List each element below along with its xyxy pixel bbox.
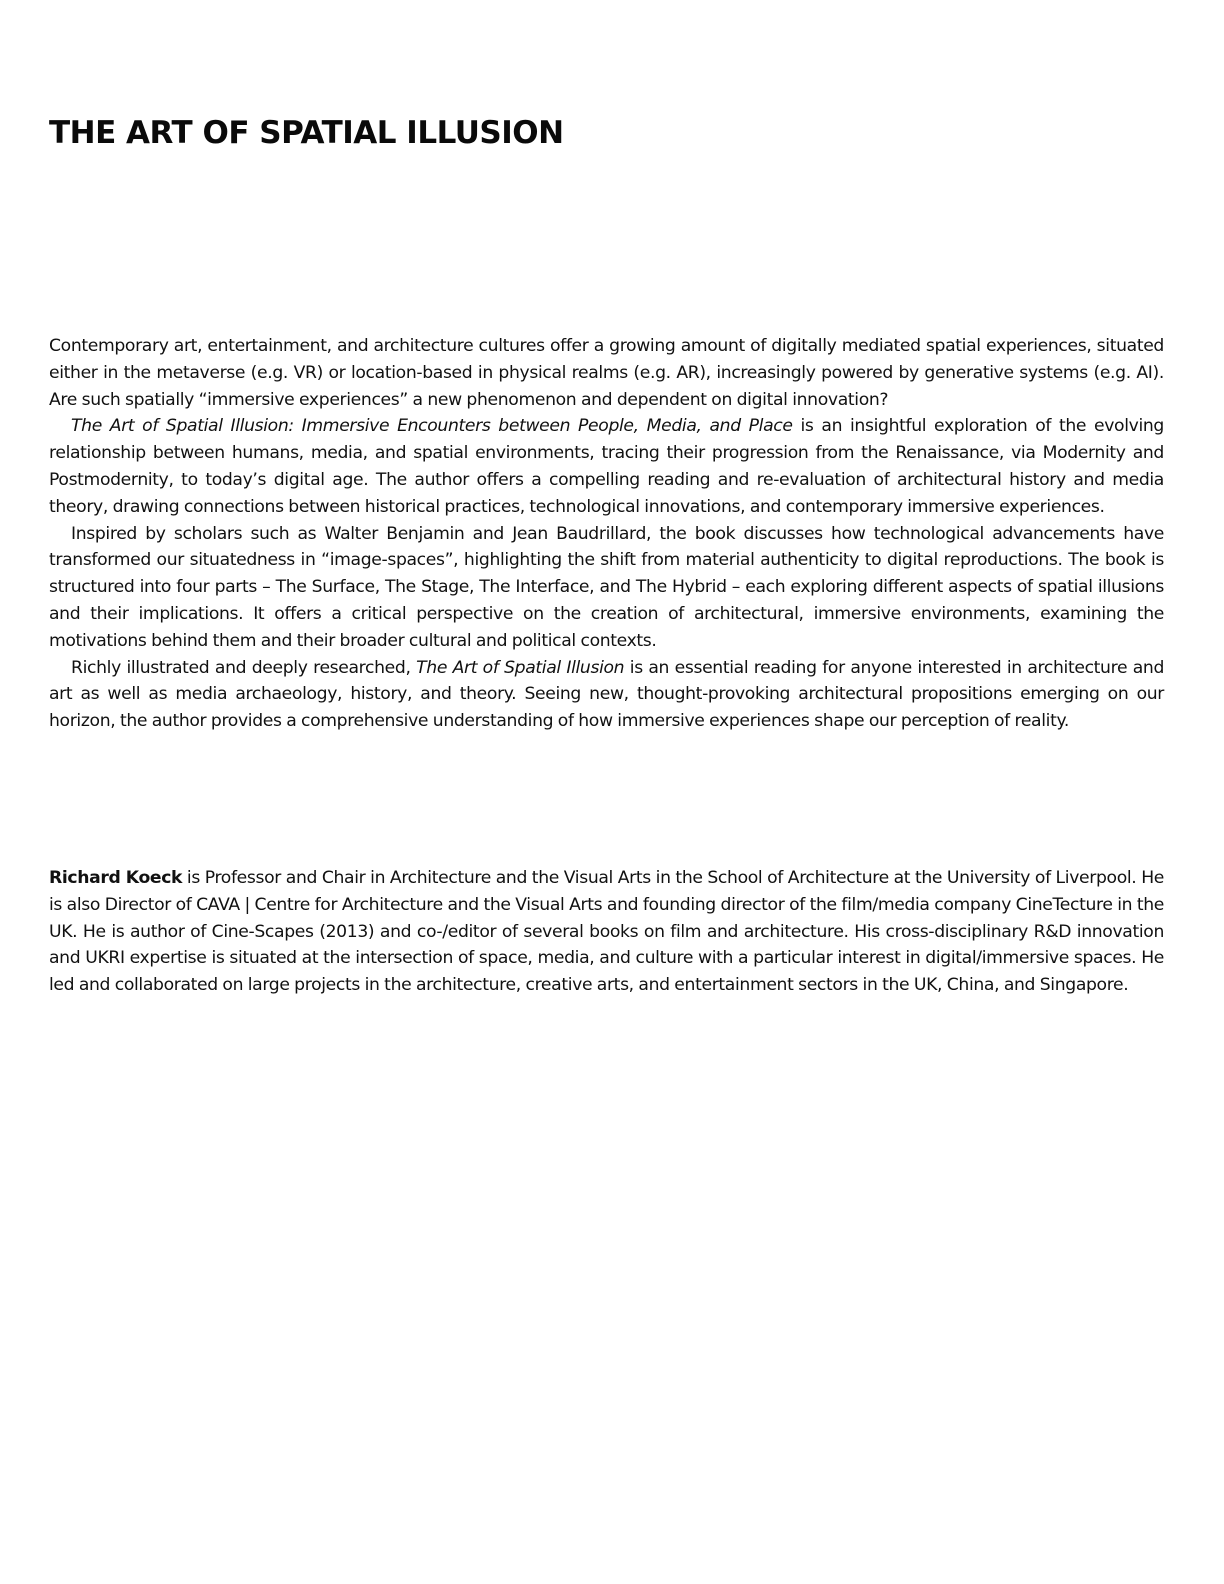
- author-bio: [49, 865, 1164, 999]
- description-paragraph-2-text: is an insightful exploration of the evolving relationship between humans, media, and spatial environments, tracing their progression from the Renaissance, via Modernity and Postmodernity, to today’s digital age. The author offers a compelling reading and re-evaluation of architectural history and media theory, drawing connections between historical practices, technological innovations, and contemporary immersive experiences.: [49, 416, 1164, 517]
- description-paragraph-1: Contemporary art, entertainment, and architecture cultures offer a growing amount of digitally mediated spatial experiences, situated either in the metaverse (e.g. VR) or location-based in physical realms (e.g. AR), increasingly powered by generative systems (e.g. AI). Are such spatially “immersive experiences” a new phenomenon and dependent on digital innovation?: [49, 336, 1164, 410]
- description-paragraph-4-start: Richly illustrated and deeply researched,: [71, 657, 417, 678]
- description-paragraph-2: [49, 413, 1164, 520]
- book-full-title: The Art of Spatial Illusion: Immersive Encounters between People, Media, and Place: [71, 416, 793, 437]
- description-paragraph-3: Inspired by scholars such as Walter Benjamin and Jean Baudrillard, the book discusses how technological advancements have transformed our situatedness in “image-spaces”, highlighting the shift from material authenticity to digital reproductions. The book is structured into four parts – The Surface, The Stage, The Interface, and The Hybrid – each exploring different aspects of spatial illusions and their implications. It offers a critical perspective on the creation of architectural, immersive environments, examining the motivations behind them and their broader cultural and political contexts.: [49, 523, 1164, 651]
- author-bio-paragraph: [49, 865, 1164, 999]
- description-paragraph-4-text: is an essential reading for anyone interested in architecture and art as well as media archaeology, history, and theory. Seeing new, thought-provoking architectural propositions emerging on our horizon, the author provides a comprehensive understanding of how immersive experiences shape our perception of reality.: [49, 657, 1165, 732]
- author-name: Richard Koeck: [49, 868, 183, 888]
- author-bio-text: is Professor and Chair in Architecture and the Visual Arts in the School of Architecture at the University of Liverpool. He is also Director of CAVA | Centre for Architecture and the Visual Arts and founding director of the film/media company CineTecture in the UK. He is author of Cine-Scapes (2013) and co-/editor of several books on film and architecture. His cross-disciplinary R&D innovation and UKRI expertise is situated at the intersection of space, media, and culture with a particular interest in digital/immersive spaces. He led and collaborated on large projects in the architecture, creative arts, and entertainment sectors in the UK, China, and Singapore.: [49, 868, 1164, 996]
- book-short-title: The Art of Spatial Illusion: [416, 657, 625, 678]
- book-description: [49, 333, 1164, 735]
- page-title: THE ART OF SPATIAL ILLUSION: [49, 115, 564, 151]
- description-paragraph-4: [49, 655, 1164, 735]
